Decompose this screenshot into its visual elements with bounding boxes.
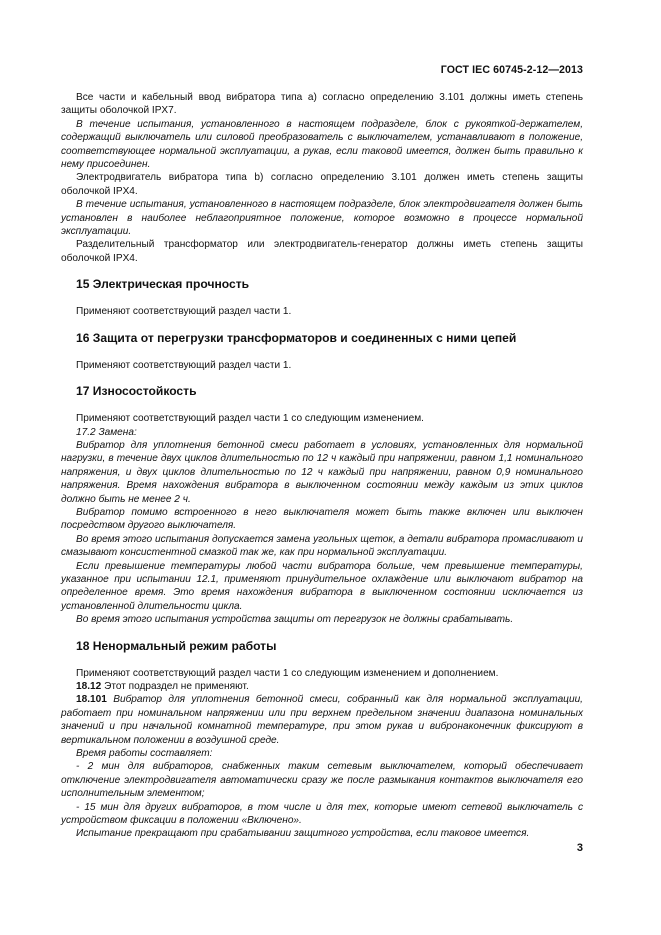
section-17-paragraph: Вибратор для уплотнения бетонной смеси работает в условиях, установленных для нормальной нагрузки, в течение двух циклов длительностью по 12 ч каждый при напряжении, равном 1,1 номинального напряжения, и двух циклов длительностью по 12 ч каждый при напряжении, равном 0,9 номинального напряжения. Время нахождения вибратора в выключенном состоянии между каждым из этих циклов должно быть не менее 2 ч. [61, 439, 583, 505]
section-15-text: Применяют соответствующий раздел части 1. [76, 306, 292, 318]
section-18-101-number: 18.101 [76, 694, 107, 706]
section-18-12-text: Этот подраздел не применяют. [101, 681, 249, 692]
section-18-list-item: - 2 мин для вибраторов, снабженных таким сетевым выключателем, который обеспечивает отключение электродвигателя автоматически сразу же после размыкания контактов выключателя его исполнительным элементом; [61, 761, 583, 800]
page-content [61, 91, 583, 841]
section-17-2-heading: 17.2 Замена: [76, 426, 137, 438]
section-17-title: 17 Износостойкость [76, 384, 197, 399]
paragraph-italic: В течение испытания, установленного в настоящем подразделе, блок электродвигателя должен быть установлен в наиболее неблагоприятное положение, которое возможно в процессе нормальной эксплуатации. [61, 199, 583, 238]
section-18-101-text: Вибратор для уплотнения бетонной смеси, собранный как для нормальной эксплуатации, работает при номинальном напряжении или при верхнем предельном значении диапазона номинальных значений и при начальной комнатной температуре, при этом рукав и вибронаконечник фиксируют в вертикальном положении в воздушной среде. [61, 694, 583, 746]
standard-id-header: ГОСТ IEC 60745-2-12—2013 [440, 64, 583, 76]
section-17-paragraph: Во время этого испытания устройства защиты от перегрузок не должны срабатывать. [76, 614, 514, 626]
section-17-paragraph: Во время этого испытания допускается замена угольных щеток, а детали вибратора промасливают и смазывают консистентной смазкой так же, как при нормальной эксплуатации. [61, 533, 583, 559]
section-18-time-intro: Время работы составляет: [76, 748, 213, 760]
section-18-101 [61, 693, 583, 747]
section-18-title: 18 Ненормальный режим работы [76, 638, 277, 653]
section-15-title: 15 Электрическая прочность [76, 277, 250, 292]
section-18-12-number: 18.12 [76, 681, 102, 692]
section-17-paragraph: Если превышение температуры любой части вибратора больше, чем превышение температуры, указанное при испытании 12.1, применяют принудительное охлаждение или выключают вибратор на определенное время. Это время нахождения вибратора в выключенном состоянии исключается из установленной длительности цикла. [61, 560, 583, 612]
section-18-end: Испытание прекращают при срабатывании защитного устройства, если таковое имеется. [76, 828, 530, 840]
paragraph: Электродвигатель вибратора типа b) согласно определению 3.101 должен иметь степень защиты оболочкой IPX4. [61, 172, 583, 197]
section-16-text: Применяют соответствующий раздел части 1. [76, 359, 292, 371]
section-16-title: 16 Защита от перегрузки трансформаторов и соединенных с ними цепей [76, 330, 517, 345]
section-18-12 [61, 680, 583, 693]
page-number: 3 [576, 842, 583, 854]
paragraph: Разделительный трансформатор или электродвигатель-генератор должны иметь степень защиты оболочкой IPX4. [61, 239, 583, 264]
paragraph: Все части и кабельный ввод вибратора типа а) согласно определению 3.101 должны иметь степень защиты оболочкой IPX7. [61, 92, 583, 117]
section-17-intro: Применяют соответствующий раздел части 1 со следующим изменением. [76, 413, 424, 425]
section-18-list-item: - 15 мин для других вибраторов, в том числе и для тех, которые имеют сетевой выключатель с устройством фиксации в положении «Включено». [61, 801, 583, 827]
section-18-intro: Применяют соответствующий раздел части 1 со следующим изменением и дополнением. [76, 667, 499, 679]
section-17-paragraph: Вибратор помимо встроенного в него выключателя может быть также включен или выключен посредством другого выключателя. [61, 506, 583, 532]
paragraph-italic: В течение испытания, установленного в настоящем подразделе, блок с рукояткой-держателем, содержащий выключатель или силовой преобразователь с выключателем, устанавливают в положение, соответствующее нормальной эксплуатации, а рукав, если таковой имеется, должен быть правильно к нему присоединен. [61, 118, 583, 171]
